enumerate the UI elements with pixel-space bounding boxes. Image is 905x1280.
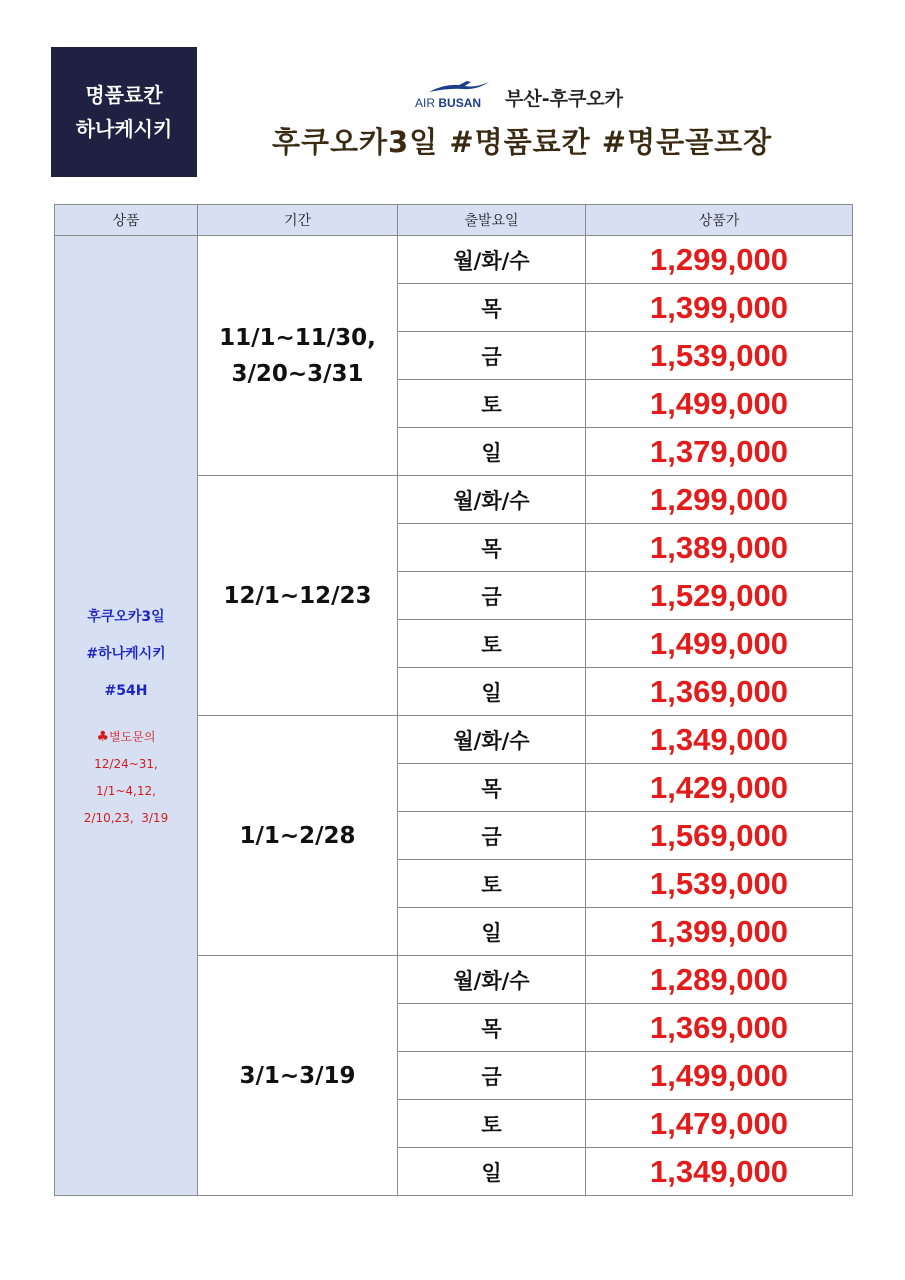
departure-day-cell: 일 bbox=[398, 428, 586, 476]
departure-day-cell: 토 bbox=[398, 620, 586, 668]
header-route-line bbox=[415, 84, 623, 110]
departure-day-cell: 월/화/수 bbox=[398, 476, 586, 524]
departure-day-cell: 월/화/수 bbox=[398, 956, 586, 1004]
inquiry-note bbox=[55, 724, 197, 832]
price-cell: 1,369,000 bbox=[586, 668, 853, 716]
inquiry-note-title bbox=[55, 724, 197, 751]
logo-busan-text: BUSAN bbox=[438, 96, 482, 110]
header-price: 상품가 bbox=[586, 205, 853, 236]
departure-day-cell: 금 bbox=[398, 1052, 586, 1100]
price-cell: 1,299,000 bbox=[586, 476, 853, 524]
table-row bbox=[55, 236, 853, 284]
departure-day-cell: 금 bbox=[398, 572, 586, 620]
badge-line-2: 하나케시키 bbox=[75, 117, 173, 141]
badge-line-1: 명품료칸 bbox=[85, 83, 163, 107]
period-cell bbox=[198, 476, 398, 716]
departure-day-cell: 목 bbox=[398, 1004, 586, 1052]
price-cell: 1,389,000 bbox=[586, 524, 853, 572]
price-cell: 1,429,000 bbox=[586, 764, 853, 812]
period-cell bbox=[198, 956, 398, 1196]
departure-day-cell: 일 bbox=[398, 908, 586, 956]
product-name-line: #하나케시키 bbox=[86, 646, 166, 662]
price-cell: 1,539,000 bbox=[586, 332, 853, 380]
route-text: 부산-후쿠오카 bbox=[505, 87, 624, 110]
departure-day-cell: 월/화/수 bbox=[398, 716, 586, 764]
departure-day-cell: 목 bbox=[398, 284, 586, 332]
price-cell: 1,529,000 bbox=[586, 572, 853, 620]
departure-day-cell: 금 bbox=[398, 332, 586, 380]
price-cell: 1,499,000 bbox=[586, 380, 853, 428]
header-period: 기간 bbox=[198, 205, 398, 236]
period-line: 12/1~12/23 bbox=[223, 582, 372, 609]
price-cell: 1,349,000 bbox=[586, 1148, 853, 1196]
period-line: 1/1~2/28 bbox=[239, 822, 356, 849]
departure-day-cell: 토 bbox=[398, 860, 586, 908]
header-product: 상품 bbox=[55, 205, 198, 236]
departure-day-cell: 토 bbox=[398, 1100, 586, 1148]
price-cell: 1,349,000 bbox=[586, 716, 853, 764]
period-line: 11/1~11/30, bbox=[219, 324, 376, 351]
price-cell: 1,499,000 bbox=[586, 1052, 853, 1100]
price-cell: 1,369,000 bbox=[586, 1004, 853, 1052]
table-header-row bbox=[55, 205, 853, 236]
period-line: 3/1~3/19 bbox=[239, 1062, 356, 1089]
price-cell: 1,399,000 bbox=[586, 908, 853, 956]
product-name-line: 후쿠오카3일 bbox=[87, 609, 165, 625]
departure-day-cell: 금 bbox=[398, 812, 586, 860]
air-busan-logo bbox=[415, 84, 493, 110]
price-cell: 1,289,000 bbox=[586, 956, 853, 1004]
inquiry-date-line: 2/10,23, 3/19 bbox=[83, 811, 169, 825]
departure-day-cell: 토 bbox=[398, 380, 586, 428]
price-cell: 1,569,000 bbox=[586, 812, 853, 860]
page-title: 후쿠오카3일 #명품료칸 #명문골프장 bbox=[272, 125, 773, 159]
logo-air-text: AIR bbox=[415, 96, 436, 110]
header-day: 출발요일 bbox=[398, 205, 586, 236]
price-cell: 1,499,000 bbox=[586, 620, 853, 668]
inquiry-title-text: 별도문의 bbox=[109, 730, 156, 744]
product-name-line: #54H bbox=[104, 683, 148, 699]
period-cell bbox=[198, 716, 398, 956]
period-cell bbox=[198, 236, 398, 476]
price-cell: 1,379,000 bbox=[586, 428, 853, 476]
departure-day-cell: 목 bbox=[398, 524, 586, 572]
inquiry-date-line: 12/24~31, bbox=[94, 757, 158, 771]
period-line: 3/20~3/31 bbox=[231, 360, 364, 387]
airplane-swoosh-icon bbox=[427, 80, 491, 94]
club-icon: ♣ bbox=[96, 729, 110, 745]
departure-day-cell: 일 bbox=[398, 668, 586, 716]
product-badge bbox=[51, 47, 197, 177]
price-cell: 1,399,000 bbox=[586, 284, 853, 332]
price-table bbox=[54, 204, 853, 1196]
price-cell: 1,479,000 bbox=[586, 1100, 853, 1148]
product-cell bbox=[55, 236, 198, 1196]
inquiry-date-line: 1/1~4,12, bbox=[96, 784, 156, 798]
departure-day-cell: 일 bbox=[398, 1148, 586, 1196]
price-cell: 1,299,000 bbox=[586, 236, 853, 284]
departure-day-cell: 월/화/수 bbox=[398, 236, 586, 284]
departure-day-cell: 목 bbox=[398, 764, 586, 812]
price-cell: 1,539,000 bbox=[586, 860, 853, 908]
